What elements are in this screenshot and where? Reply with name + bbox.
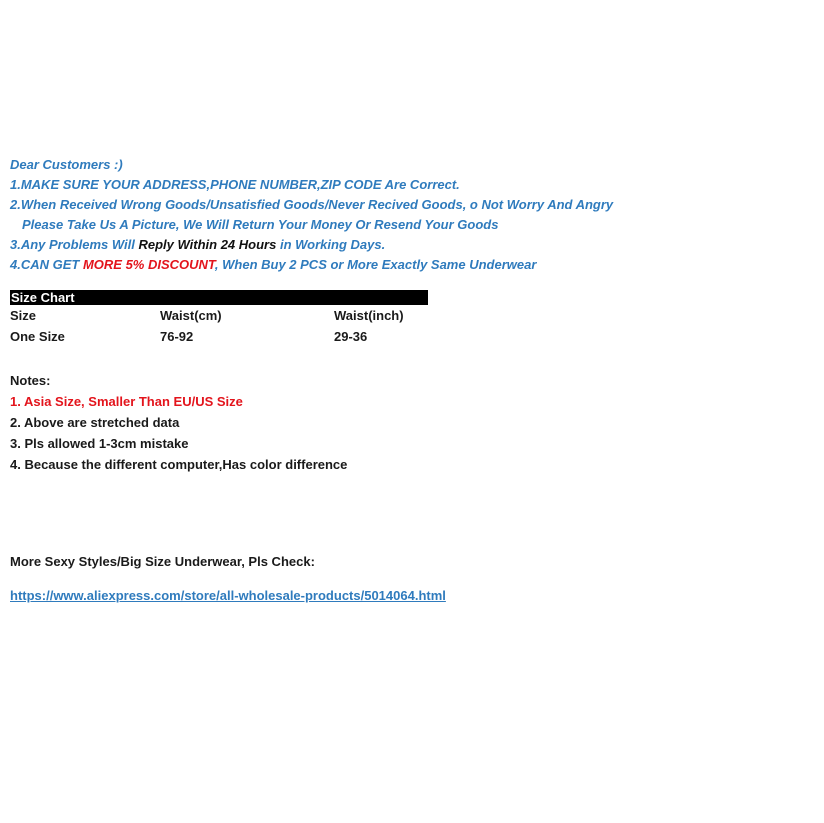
table-row [10,326,428,347]
notice-line-4-start: 4.CAN GET [10,257,83,272]
notice-line-3-end: in Working Days. [276,237,386,252]
cell-waist-inch: 29-36 [334,329,368,344]
notice-greeting: Dear Customers :) [10,157,123,172]
notes-section [10,370,347,475]
notice-line-4-end: , When Buy 2 PCS or More Exactly Same Underwear [214,257,537,272]
size-chart-header-row [10,305,428,326]
note-item: 3. Pls allowed 1-3cm mistake [10,436,189,451]
notes-title: Notes: [10,373,51,388]
note-item: 4. Because the different computer,Has color difference [10,457,348,472]
notice-line-4 [10,255,710,275]
customer-notice [10,155,710,275]
column-header-waist-inch: Waist(inch) [334,308,404,323]
cell-waist-cm: 76-92 [160,329,194,344]
discount-highlight: MORE 5% DISCOUNT [82,257,215,272]
notice-line-2: 2.When Received Wrong Goods/Unsatisfied Goods/Never Recived Goods, o Not Worry And Angry [10,197,614,212]
size-chart [10,290,428,347]
column-header-waist-cm: Waist(cm) [160,308,222,323]
notice-line-3 [10,235,710,255]
more-styles-text: More Sexy Styles/Big Size Underwear, Pls Check: [10,554,315,569]
store-link[interactable]: https://www.aliexpress.com/store/all-wholesale-products/5014064.html [10,588,446,603]
notice-line-1: 1.MAKE SURE YOUR ADDRESS,PHONE NUMBER,ZIP CODE Are Correct. [10,177,460,192]
note-item: 2. Above are stretched data [10,415,180,430]
notice-line-3-start: 3.Any Problems Will [10,237,139,252]
size-chart-title: Size Chart [10,290,428,305]
note-item: 1. Asia Size, Smaller Than EU/US Size [10,394,243,409]
cell-size: One Size [10,329,65,344]
reply-time-highlight: Reply Within 24 Hours [138,237,277,252]
column-header-size: Size [10,308,37,323]
notice-line-2-continued: Please Take Us A Picture, We Will Return Your Money Or Resend Your Goods [22,217,499,232]
